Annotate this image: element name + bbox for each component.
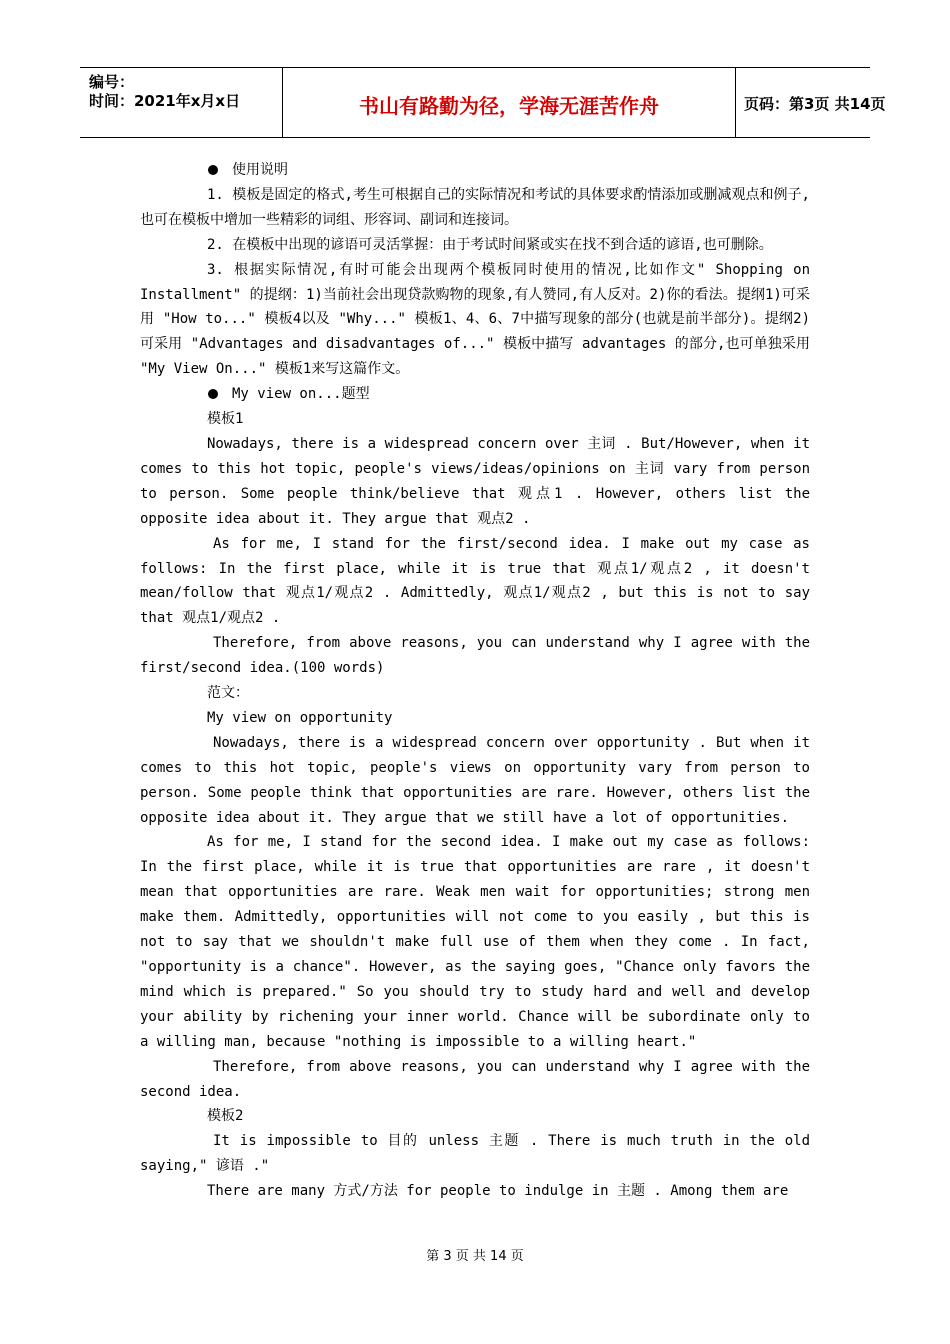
usage-item-1: 1. 模板是固定的格式,考生可根据自己的实际情况和考试的具体要求酌情添加或删减观点和例子,也可在模板中增加一些精彩的词组、形容词、副词和连接词。 bbox=[140, 186, 810, 228]
sample-label: 范文： bbox=[207, 685, 249, 702]
template-1-paragraph-3: Therefore, from above reasons, you can understand why I agree with the first/second idea.(100 words) bbox=[140, 635, 810, 677]
document-time-label: 时间：2021年x月x日 bbox=[89, 92, 241, 110]
template-2-paragraph-2: There are many 方式/方法 for people to indulge in 主题 . Among them are bbox=[207, 1183, 789, 1200]
bullet-icon bbox=[208, 165, 218, 175]
sample-title: My view on opportunity bbox=[207, 709, 393, 726]
myview-heading bbox=[140, 382, 810, 407]
header-left-cell bbox=[80, 68, 282, 137]
header-middle-cell bbox=[282, 68, 736, 137]
usage-item-3: 3. 根据实际情况,有时可能会出现两个模板同时使用的情况,比如作文" Shopping on Installment" 的提纲：1)当前社会出现贷款购物的现象,有人赞同,有人反对。2)你的看法。提纲1)可采用 "How to..." 模板4以及 "Why..." 模板1、4、6、7中描写现象的部分(也就是前半部分)。提纲2)可采用 "Advantages and disadvantages of..." 模板中描写 advantages 的部分,也可单独采用 "My View On..." 模板1来写这篇作文。 bbox=[140, 261, 810, 378]
template-2-label: 模板2 bbox=[207, 1108, 244, 1125]
template-2-paragraph-1: It is impossible to 目的 unless 主题 . There is much truth in the old saying," 谚语 ." bbox=[140, 1133, 810, 1175]
page-header bbox=[80, 67, 886, 138]
header-page-number: 页码：第3页 共14页 bbox=[744, 95, 886, 113]
page-footer: 第 3 页 共 14 页 bbox=[426, 1249, 524, 1264]
usage-heading bbox=[140, 158, 810, 183]
sample-paragraph-2: As for me, I stand for the second idea. I make out my case as follows: In the first place, while it is true that opportunities are rare , it doesn't mean that opportunities are rare. Weak men wait for opportunities; strong men make them. Admittedly, opportunities will not come to you easily , but this is not to say that we shouldn't make full use of them when they come . In fact, "opportunity is a chance". However, as the saying goes, "Chance only favors the mind which is prepared." So you should try to study hard and well and develop your ability by richening your inner world. Chance will be subordinate only to a willing man, because "nothing is impossible to a willing heart." bbox=[140, 834, 810, 1050]
document-number-label: 编号： bbox=[89, 73, 135, 91]
template-1-label: 模板1 bbox=[207, 411, 244, 428]
bullet-icon bbox=[208, 389, 218, 399]
document-body bbox=[140, 158, 810, 1204]
template-1-paragraph-2: As for me, I stand for the first/second idea. I make out my case as follows: In the first place, while it is true that 观点1/观点2 , it doesn't mean/follow that 观点1/观点2 . Admittedly, 观点1/观点2 , but this is not to say that 观点1/观点2 . bbox=[140, 535, 810, 627]
sample-paragraph-3: Therefore, from above reasons, you can understand why I agree with the second idea. bbox=[140, 1058, 810, 1100]
header-right-cell bbox=[735, 68, 886, 137]
header-motto: 书山有路勤为径，学海无涯苦作舟 bbox=[359, 94, 659, 118]
usage-item-2: 2. 在模板中出现的谚语可灵活掌握：由于考试时间紧或实在找不到合适的谚语,也可删除。 bbox=[207, 236, 773, 253]
usage-heading-text: 使用说明 bbox=[232, 162, 288, 178]
sample-paragraph-1: Nowadays, there is a widespread concern over opportunity . But when it comes to this hot topic, people's views on opportunity vary from person to person. Some people think that opportunities are rare. However, others list the opposite idea about it. They argue that we still have a lot of opportunities. bbox=[140, 734, 810, 826]
myview-heading-text: My view on...题型 bbox=[232, 386, 370, 403]
template-1-paragraph-1: Nowadays, there is a widespread concern over 主词 . But/However, when it comes to this hot topic, people's views/ideas/opinions on 主词 vary from person to person. Some people think/believe that 观点1 . However, others list the opposite idea about it. They argue that 观点2 . bbox=[140, 435, 810, 527]
